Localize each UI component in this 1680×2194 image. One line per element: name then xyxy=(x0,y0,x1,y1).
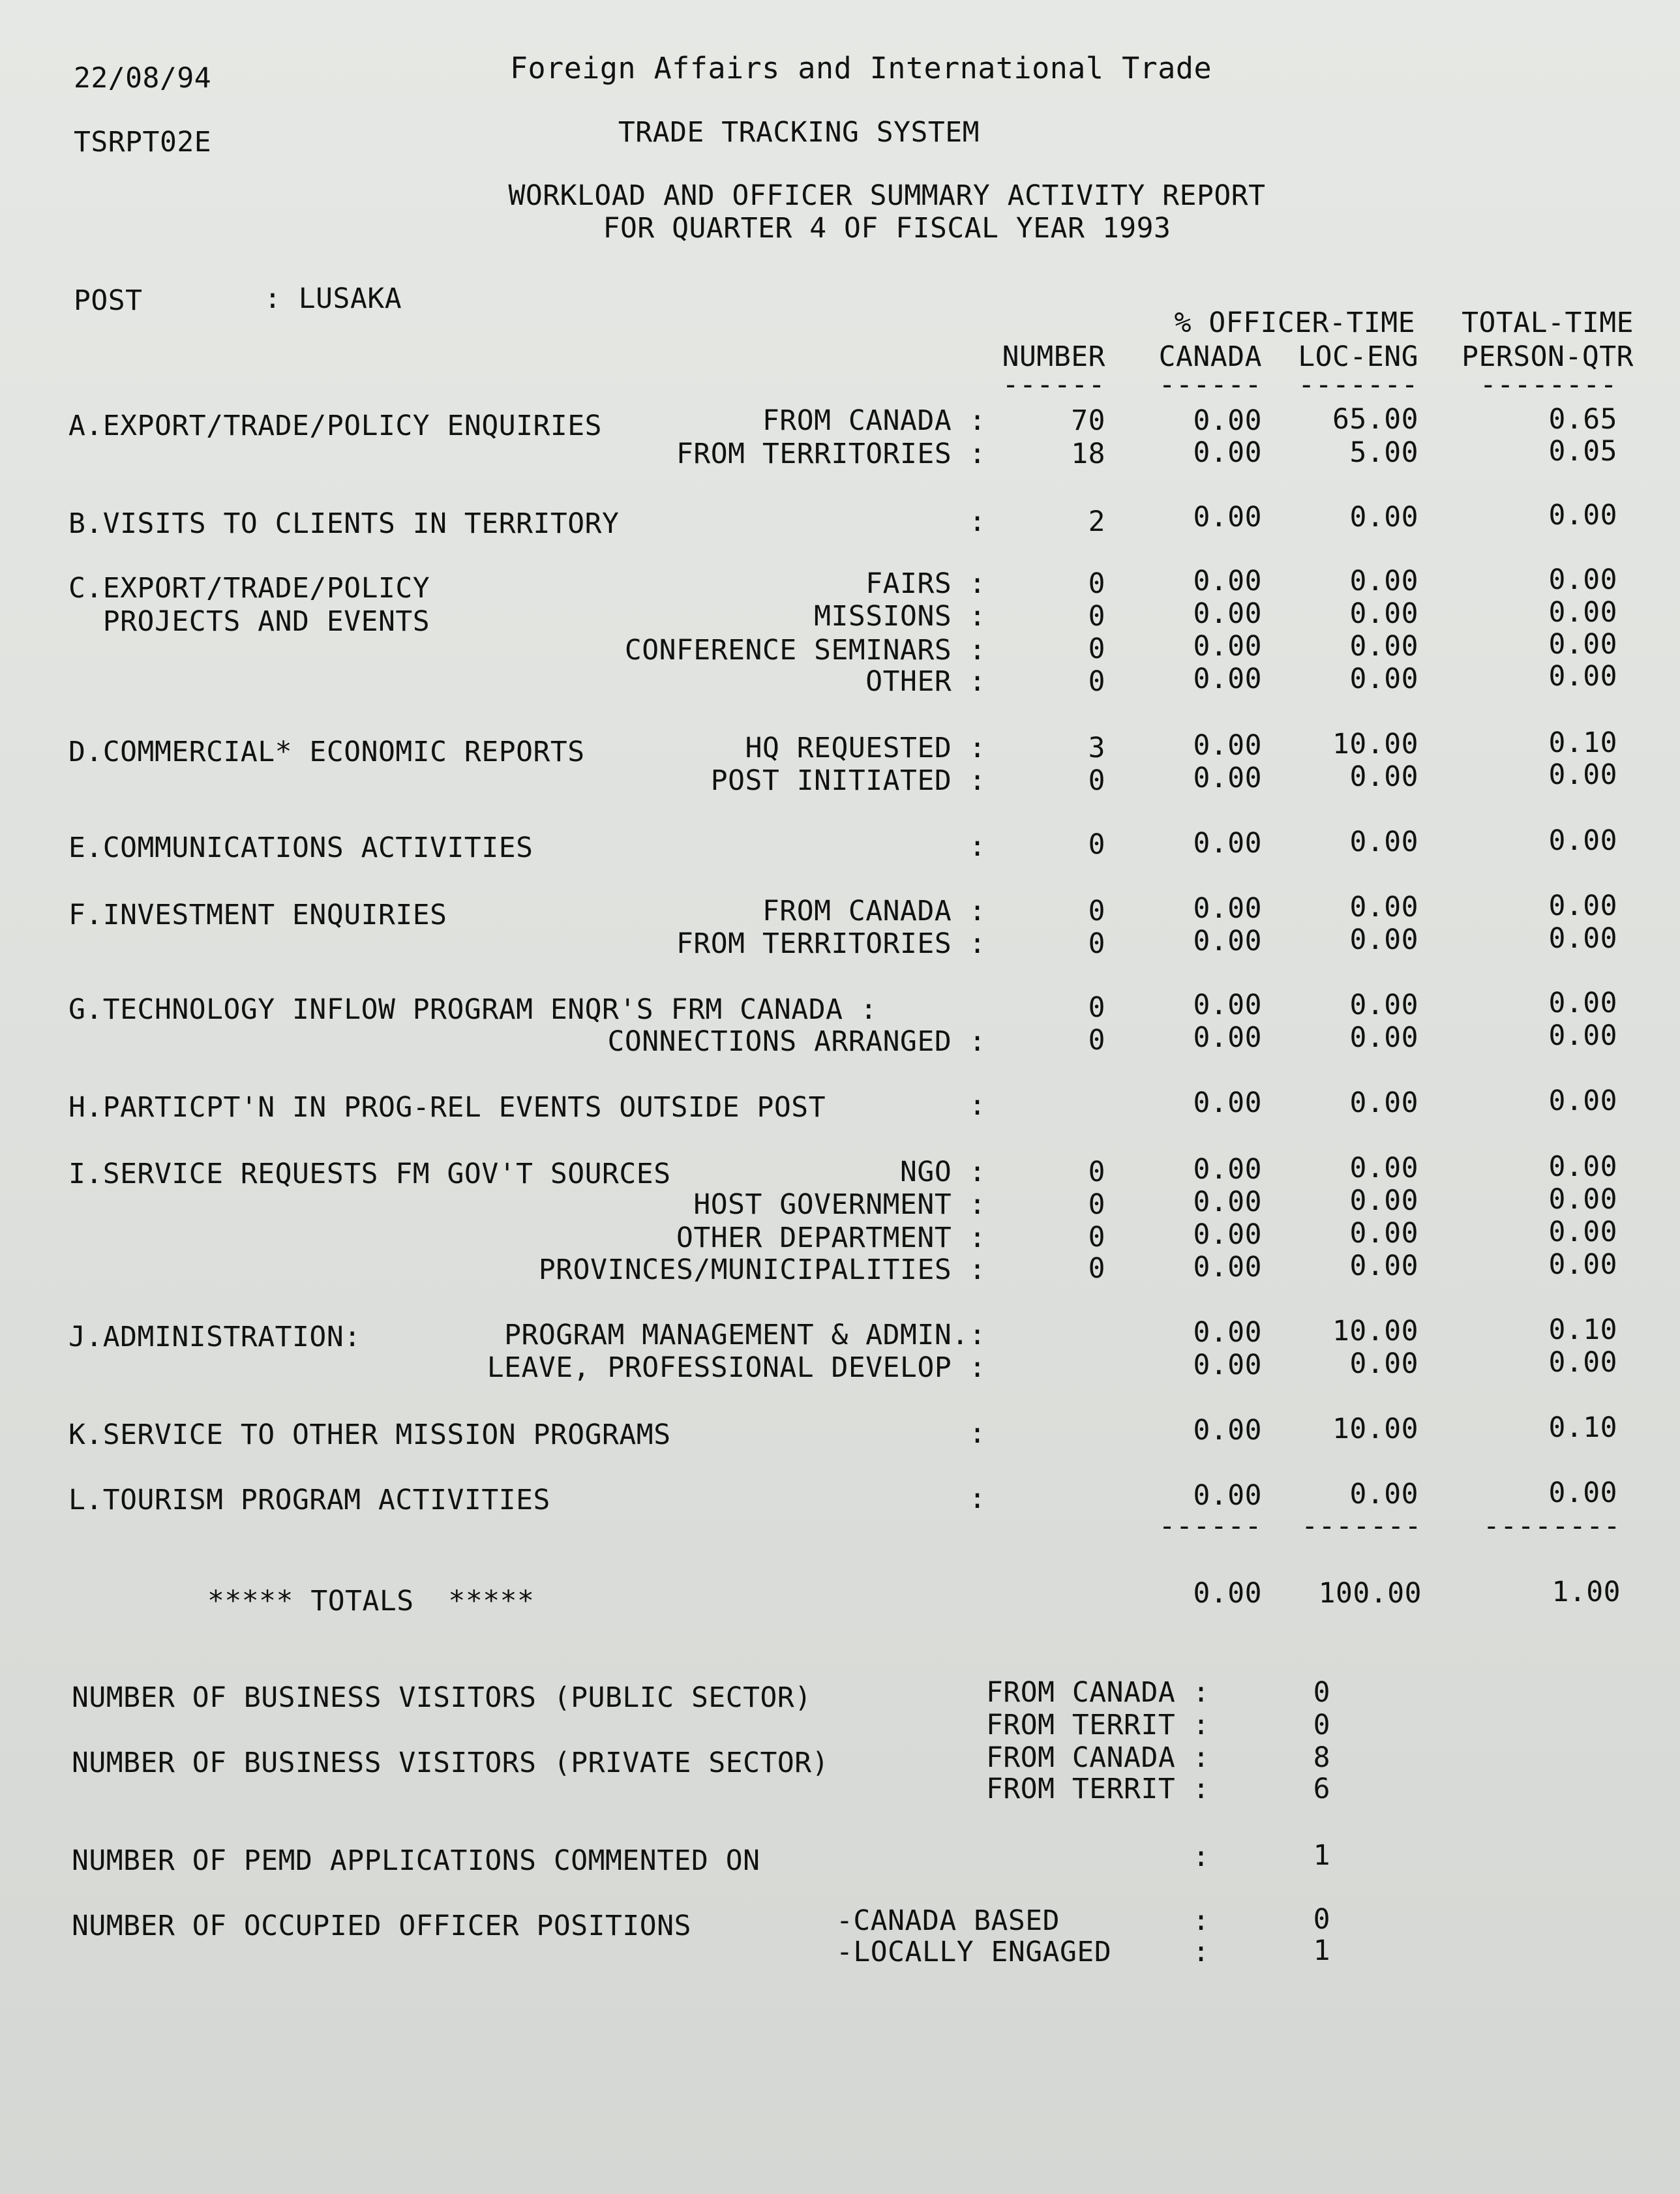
row-l-person-qtr: 0.00 xyxy=(1548,1477,1617,1509)
row-d1-number: 3 xyxy=(1088,732,1105,764)
row-c1-sub: FAIRS : xyxy=(865,567,986,600)
header-underline-canada: ------ xyxy=(1158,368,1262,401)
row-i4-number: 0 xyxy=(1088,1252,1105,1285)
report-code: TSRPT02E xyxy=(74,126,212,158)
row-a2-person-qtr: 0.05 xyxy=(1548,435,1617,468)
row-a2-sub: FROM TERRITORIES : xyxy=(676,438,986,470)
row-e-loc-eng: 0.00 xyxy=(1349,826,1418,858)
row-f1-loc-eng: 0.00 xyxy=(1349,891,1418,924)
header-pct-officer-time: % OFFICER-TIME xyxy=(1174,307,1415,339)
row-l-canada: 0.00 xyxy=(1193,1479,1262,1512)
positions-canada-sub: -CANADA BASED xyxy=(836,1904,1060,1937)
row-a1-sub: FROM CANADA : xyxy=(762,404,986,437)
row-j1-label: J.ADMINISTRATION: xyxy=(68,1321,361,1353)
row-j1-loc-eng: 10.00 xyxy=(1332,1315,1418,1347)
row-c3-sub: CONFERENCE SEMINARS : xyxy=(624,634,986,667)
row-d1-label: D.COMMERCIAL* ECONOMIC REPORTS xyxy=(68,736,585,768)
row-a2-number: 18 xyxy=(1071,438,1105,470)
row-c2-loc-eng: 0.00 xyxy=(1349,597,1418,630)
row-g1-person-qtr: 0.00 xyxy=(1548,987,1617,1019)
row-c4-loc-eng: 0.00 xyxy=(1349,663,1418,695)
row-e-label: E.COMMUNICATIONS ACTIVITIES xyxy=(68,832,533,864)
totals-label: ***** TOTALS ***** xyxy=(207,1585,535,1617)
positions-locally-colon: : xyxy=(1192,1936,1210,1968)
row-f2-number: 0 xyxy=(1088,927,1105,960)
visitors-public-territ-sub: FROM TERRIT : xyxy=(985,1709,1210,1741)
row-g2-loc-eng: 0.00 xyxy=(1349,1021,1418,1054)
visitors-private-canada-value: 8 xyxy=(1313,1741,1330,1774)
row-f1-sub: FROM CANADA : xyxy=(762,895,986,927)
row-i4-canada: 0.00 xyxy=(1193,1251,1262,1284)
row-e-person-qtr: 0.00 xyxy=(1548,824,1617,857)
row-h-canada: 0.00 xyxy=(1193,1087,1262,1119)
visitors-private-label: NUMBER OF BUSINESS VISITORS (PRIVATE SECTOR) xyxy=(72,1747,830,1779)
row-c1-number: 0 xyxy=(1088,567,1105,600)
row-i1-person-qtr: 0.00 xyxy=(1548,1150,1617,1183)
row-i3-sub: OTHER DEPARTMENT : xyxy=(676,1222,986,1254)
row-h-label: H.PARTICPT'N IN PROG-REL EVENTS OUTSIDE POST xyxy=(68,1091,826,1124)
row-j1-sub: PROGRAM MANAGEMENT & ADMIN.: xyxy=(504,1319,986,1351)
row-f1-person-qtr: 0.00 xyxy=(1548,890,1617,922)
row-c3-person-qtr: 0.00 xyxy=(1548,628,1617,661)
row-h-person-qtr: 0.00 xyxy=(1548,1085,1617,1117)
pemd-value: 1 xyxy=(1313,1839,1330,1872)
row-d2-loc-eng: 0.00 xyxy=(1349,760,1418,793)
row-d2-sub: POST INITIATED : xyxy=(710,764,986,797)
row-d1-loc-eng: 10.00 xyxy=(1332,728,1418,760)
row-c2-canada: 0.00 xyxy=(1193,597,1262,630)
pemd-label: NUMBER OF PEMD APPLICATIONS COMMENTED ON xyxy=(72,1844,760,1877)
row-d1-sub: HQ REQUESTED : xyxy=(745,732,986,764)
row-g2-canada: 0.00 xyxy=(1193,1021,1262,1054)
department-name: Foreign Affairs and International Trade xyxy=(509,51,1212,85)
row-i2-canada: 0.00 xyxy=(1193,1186,1262,1218)
row-k-canada: 0.00 xyxy=(1193,1414,1262,1447)
row-j1-person-qtr: 0.10 xyxy=(1548,1314,1617,1346)
row-f1-number: 0 xyxy=(1088,895,1105,927)
header-canada: CANADA xyxy=(1158,340,1262,373)
row-g2-number: 0 xyxy=(1088,1024,1105,1057)
row-i2-person-qtr: 0.00 xyxy=(1548,1183,1617,1216)
header-number: NUMBER xyxy=(1002,340,1105,373)
header-person-qtr: PERSON-QTR xyxy=(1462,340,1634,373)
row-c4-canada: 0.00 xyxy=(1193,663,1262,695)
row-g1-label: G.TECHNOLOGY INFLOW PROGRAM ENQR'S FRM CANADA : xyxy=(68,993,878,1026)
positions-canada-value: 0 xyxy=(1313,1903,1330,1936)
visitors-public-canada-sub: FROM CANADA : xyxy=(985,1676,1210,1709)
positions-label: NUMBER OF OCCUPIED OFFICER POSITIONS xyxy=(72,1910,691,1942)
row-d2-canada: 0.00 xyxy=(1193,762,1262,794)
row-b-loc-eng: 0.00 xyxy=(1349,501,1418,533)
row-j2-loc-eng: 0.00 xyxy=(1349,1347,1418,1380)
row-j2-sub: LEAVE, PROFESSIONAL DEVELOP : xyxy=(487,1351,986,1384)
row-i4-person-qtr: 0.00 xyxy=(1548,1248,1617,1281)
row-f2-canada: 0.00 xyxy=(1193,925,1262,957)
row-i1-number: 0 xyxy=(1088,1156,1105,1188)
row-f2-loc-eng: 0.00 xyxy=(1349,924,1418,956)
row-a1-person-qtr: 0.65 xyxy=(1548,403,1617,436)
positions-canada-colon: : xyxy=(1192,1904,1210,1937)
row-f2-person-qtr: 0.00 xyxy=(1548,922,1617,955)
row-a1-loc-eng: 65.00 xyxy=(1332,403,1418,436)
row-i4-loc-eng: 0.00 xyxy=(1349,1250,1418,1282)
row-i1-canada: 0.00 xyxy=(1193,1153,1262,1186)
row-g1-canada: 0.00 xyxy=(1193,989,1262,1021)
row-h-sub: : xyxy=(968,1089,986,1122)
row-k-loc-eng: 10.00 xyxy=(1332,1413,1418,1445)
row-d1-person-qtr: 0.10 xyxy=(1548,727,1617,759)
row-i1-label: I.SERVICE REQUESTS FM GOV'T SOURCES xyxy=(68,1158,671,1190)
row-c3-number: 0 xyxy=(1088,633,1105,665)
positions-locally-value: 1 xyxy=(1313,1934,1330,1967)
row-c2-sub: MISSIONS : xyxy=(814,600,986,633)
row-i3-loc-eng: 0.00 xyxy=(1349,1217,1418,1250)
visitors-public-label: NUMBER OF BUSINESS VISITORS (PUBLIC SECTOR) xyxy=(72,1681,812,1714)
totals-person-qtr: 1.00 xyxy=(1552,1576,1621,1608)
row-g2-person-qtr: 0.00 xyxy=(1548,1019,1617,1052)
row-j2-canada: 0.00 xyxy=(1193,1349,1262,1381)
row-j1-canada: 0.00 xyxy=(1193,1316,1262,1349)
report-title-line1: WORKLOAD AND OFFICER SUMMARY ACTIVITY REPORT xyxy=(508,179,1266,212)
header-total-time: TOTAL-TIME xyxy=(1462,307,1634,339)
row-i2-sub: HOST GOVERNMENT : xyxy=(693,1188,986,1221)
row-i1-loc-eng: 0.00 xyxy=(1349,1152,1418,1184)
row-b-number: 2 xyxy=(1088,505,1105,538)
visitors-private-canada-sub: FROM CANADA : xyxy=(985,1741,1210,1774)
row-a2-canada: 0.00 xyxy=(1193,436,1262,469)
totals-underline-canada: ------ xyxy=(1158,1510,1262,1542)
visitors-public-canada-value: 0 xyxy=(1313,1676,1330,1709)
visitors-private-territ-value: 6 xyxy=(1313,1773,1330,1805)
visitors-private-territ-sub: FROM TERRIT : xyxy=(985,1773,1210,1805)
visitors-public-territ-value: 0 xyxy=(1313,1709,1330,1741)
system-name: TRADE TRACKING SYSTEM xyxy=(618,116,980,149)
row-c4-number: 0 xyxy=(1088,665,1105,698)
row-d2-person-qtr: 0.00 xyxy=(1548,759,1617,791)
totals-canada: 0.00 xyxy=(1193,1577,1262,1610)
row-b-sub: : xyxy=(968,505,986,538)
totals-underline-person-qtr: -------- xyxy=(1482,1510,1621,1542)
header-underline-number: ------ xyxy=(1002,368,1105,401)
row-c2-person-qtr: 0.00 xyxy=(1548,596,1617,629)
post-label: POST xyxy=(74,284,143,317)
row-l-sub: : xyxy=(968,1482,986,1515)
row-i1-sub: NGO : xyxy=(900,1156,986,1188)
row-c1-label: C.EXPORT/TRADE/POLICY xyxy=(68,572,430,605)
pemd-colon: : xyxy=(1192,1841,1210,1873)
row-k-sub: : xyxy=(968,1417,986,1450)
row-c2-label: PROJECTS AND EVENTS xyxy=(68,605,430,638)
row-g1-number: 0 xyxy=(1088,991,1105,1024)
row-a2-loc-eng: 5.00 xyxy=(1349,436,1418,469)
row-f2-sub: FROM TERRITORIES : xyxy=(676,927,986,960)
row-a1-number: 70 xyxy=(1071,404,1105,437)
row-f1-canada: 0.00 xyxy=(1193,892,1262,925)
positions-locally-sub: -LOCALLY ENGAGED xyxy=(836,1936,1112,1968)
row-e-sub: : xyxy=(968,830,986,863)
row-c1-loc-eng: 0.00 xyxy=(1349,565,1418,597)
row-f1-label: F.INVESTMENT ENQUIRIES xyxy=(68,899,447,931)
row-i2-number: 0 xyxy=(1088,1188,1105,1221)
report-title-line2: FOR QUARTER 4 OF FISCAL YEAR 1993 xyxy=(603,212,1171,245)
row-g2-sub: CONNECTIONS ARRANGED : xyxy=(607,1025,986,1058)
row-k-label: K.SERVICE TO OTHER MISSION PROGRAMS xyxy=(68,1419,671,1451)
row-c1-person-qtr: 0.00 xyxy=(1548,564,1617,596)
row-l-label: L.TOURISM PROGRAM ACTIVITIES xyxy=(68,1484,550,1516)
row-i3-number: 0 xyxy=(1088,1221,1105,1254)
row-c3-canada: 0.00 xyxy=(1193,630,1262,663)
row-b-canada: 0.00 xyxy=(1193,501,1262,533)
row-e-number: 0 xyxy=(1088,828,1105,861)
row-k-person-qtr: 0.10 xyxy=(1548,1411,1617,1444)
row-c4-person-qtr: 0.00 xyxy=(1548,660,1617,693)
row-l-loc-eng: 0.00 xyxy=(1349,1478,1418,1510)
row-i4-sub: PROVINCES/MUNICIPALITIES : xyxy=(538,1254,986,1286)
row-d2-number: 0 xyxy=(1088,764,1105,797)
row-b-person-qtr: 0.00 xyxy=(1548,499,1617,532)
totals-underline-loc-eng: ------- xyxy=(1301,1510,1422,1542)
row-b-label: B.VISITS TO CLIENTS IN TERRITORY xyxy=(68,507,620,540)
row-e-canada: 0.00 xyxy=(1193,827,1262,860)
header-loc-eng: LOC-ENG xyxy=(1298,340,1418,373)
row-a1-label: A.EXPORT/TRADE/POLICY ENQUIRIES xyxy=(68,410,603,442)
row-c1-canada: 0.00 xyxy=(1193,565,1262,597)
row-a1-canada: 0.00 xyxy=(1193,404,1262,437)
row-i2-loc-eng: 0.00 xyxy=(1349,1184,1418,1217)
header-underline-person-qtr: -------- xyxy=(1479,368,1617,401)
row-c3-loc-eng: 0.00 xyxy=(1349,630,1418,663)
row-i3-canada: 0.00 xyxy=(1193,1218,1262,1251)
row-h-loc-eng: 0.00 xyxy=(1349,1087,1418,1119)
row-j2-person-qtr: 0.00 xyxy=(1548,1346,1617,1379)
totals-loc-eng: 100.00 xyxy=(1318,1577,1422,1610)
header-underline-loc-eng: ------- xyxy=(1298,368,1418,401)
row-g1-loc-eng: 0.00 xyxy=(1349,989,1418,1021)
row-d1-canada: 0.00 xyxy=(1193,729,1262,762)
post-value: : LUSAKA xyxy=(264,282,402,315)
row-i3-person-qtr: 0.00 xyxy=(1548,1216,1617,1248)
report-date: 22/08/94 xyxy=(74,62,212,95)
row-c4-sub: OTHER : xyxy=(865,665,986,698)
row-c2-number: 0 xyxy=(1088,600,1105,633)
